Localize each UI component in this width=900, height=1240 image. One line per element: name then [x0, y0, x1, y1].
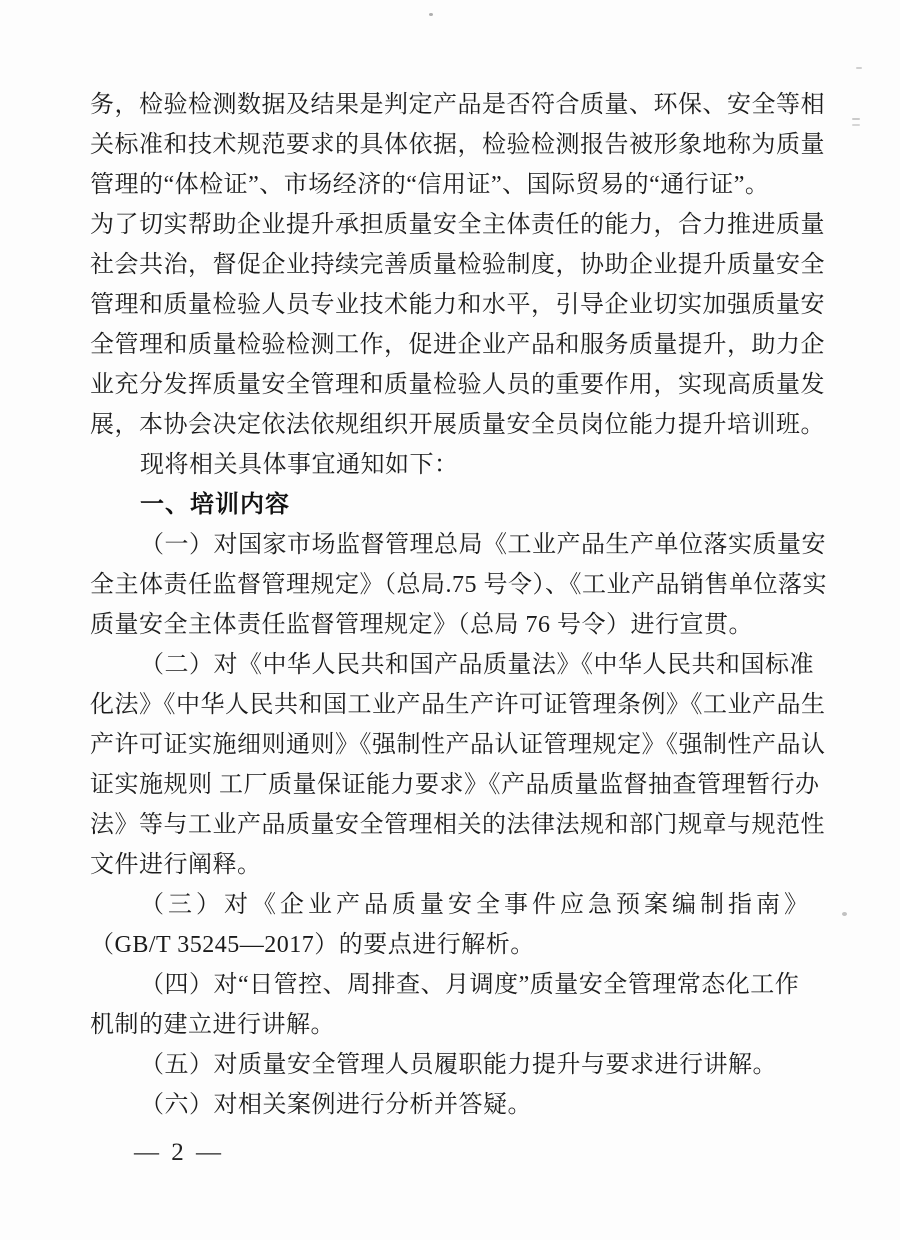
scan-speck: [842, 912, 847, 916]
body-line: 全管理和质量检验检测工作，促进企业产品和服务质量提升，助力企: [90, 332, 825, 358]
scan-speck: [852, 124, 860, 126]
body-line: 关标准和技术规范要求的具体依据，检验检测报告被形象地称为质量: [90, 132, 825, 158]
list-item-line: （一）对国家市场监督管理总局《工业产品生产单位落实质量安: [140, 532, 826, 558]
body-line: （GB/T 35245—2017）的要点进行解析。: [90, 932, 535, 958]
body-line: 业充分发挥质量安全管理和质量检验人员的重要作用，实现高质量发: [90, 372, 825, 398]
list-item-line: （五）对质量安全管理人员履职能力提升与要求进行讲解。: [140, 1052, 777, 1078]
body-line: 务，检验检测数据及结果是判定产品是否符合质量、环保、安全等相: [90, 92, 825, 118]
body-line: 现将相关具体事宜通知如下：: [140, 452, 459, 478]
body-line: 产许可证实施细则通则》《强制性产品认证管理规定》《强制性产品认: [90, 732, 826, 758]
list-item-line: （二）对《中华人民共和国产品质量法》《中华人民共和国标准: [140, 652, 814, 678]
scan-speck: [856, 67, 862, 69]
page-number: — 2 —: [134, 1139, 224, 1166]
body-line: 质量安全主体责任监督管理规定》（总局 76 号令）进行宣贯。: [90, 612, 753, 638]
body-line: 全主体责任监督管理规定》（总局.75 号令）、《工业产品销售单位落实: [90, 572, 827, 598]
list-item-line: （三）对《企业产品质量安全事件应急预案编制指南》: [140, 892, 812, 918]
body-line: 管理和质量检验人员专业技术能力和水平，引导企业切实加强质量安: [90, 292, 825, 318]
body-line: 展，本协会决定依法依规组织开展质量安全员岗位能力提升培训班。: [90, 412, 825, 438]
body-line: 管理的“体检证”、市场经济的“信用证”、国际贸易的“通行证”。: [90, 172, 770, 198]
document-body: [90, 85, 835, 1125]
body-line: 证实施规则 工厂质量保证能力要求》《产品质量监督抽查管理暂行办: [90, 772, 820, 798]
body-line: 文件进行阐释。: [90, 852, 262, 878]
list-item-line: （六）对相关案例进行分析并答疑。: [140, 1092, 532, 1118]
body-line: 为了切实帮助企业提升承担质量安全主体责任的能力，合力推进质量: [90, 212, 825, 238]
section-heading: 一、培训内容: [140, 491, 290, 518]
list-item-line: （四）对“日管控、周排查、月调度”质量安全管理常态化工作: [140, 972, 800, 998]
body-line: 机制的建立进行讲解。: [90, 1012, 335, 1038]
scan-speck: [852, 118, 860, 120]
body-line: 社会共治，督促企业持续完善质量检验制度，协助企业提升质量安全: [90, 252, 825, 278]
scan-speck: [429, 13, 433, 16]
body-line: 化法》《中华人民共和国工业产品生产许可证管理条例》《工业产品生: [90, 692, 826, 718]
body-line: 法》等与工业产品质量安全管理相关的法律法规和部门规章与规范性: [90, 812, 825, 838]
